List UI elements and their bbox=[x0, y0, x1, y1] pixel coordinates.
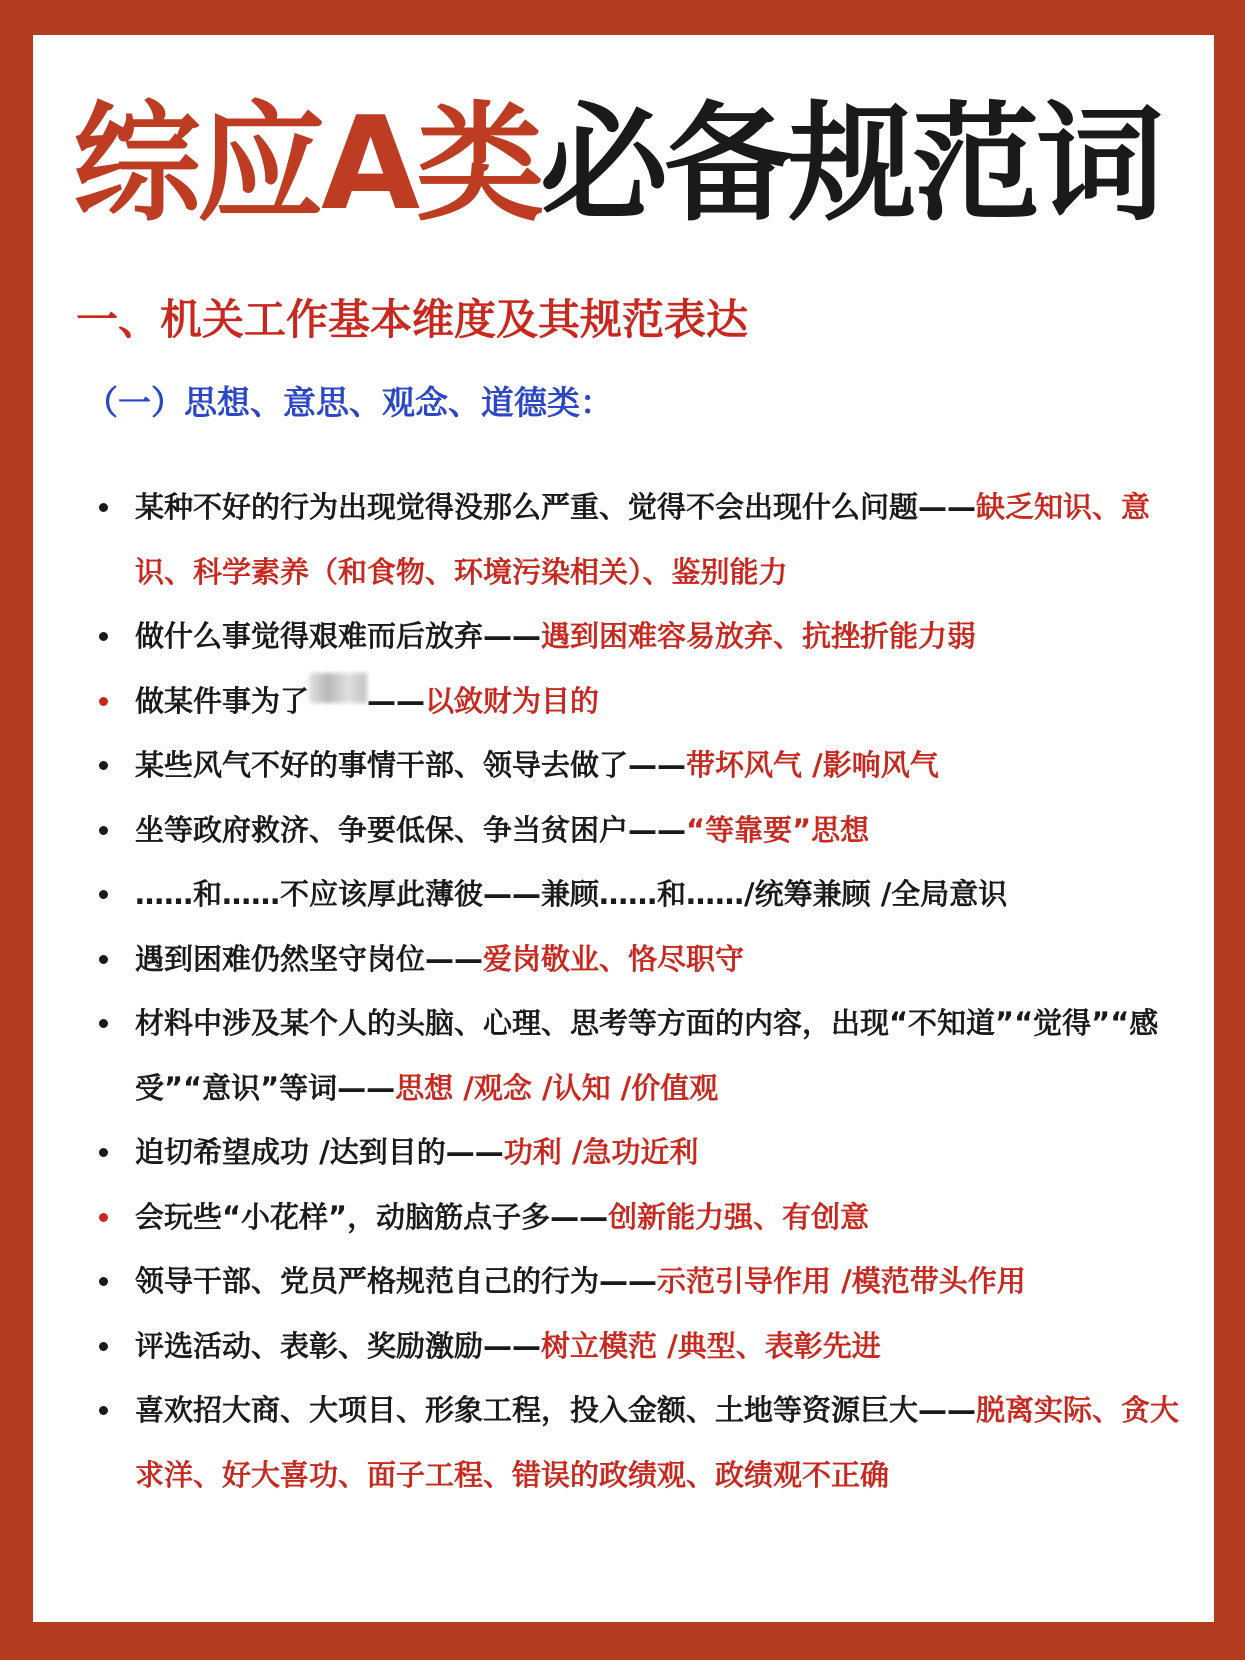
item-question: 材料中涉及某个人的头脑、心理、思考等方面的内容，出现“不知道”“觉得”“感受”“意识”等词—— bbox=[135, 1006, 1159, 1105]
item-question: 某种不好的行为出现觉得没那么严重、觉得不会出现什么问题—— bbox=[135, 490, 977, 524]
item-question: ……和……不应该厚此薄彼——兼顾……和……/统筹兼顾 /全局意识 bbox=[135, 877, 1008, 911]
item-answer: 功利 /急功近利 bbox=[503, 1135, 699, 1169]
item-question: 做什么事觉得艰难而后放弃—— bbox=[135, 619, 542, 653]
item-question: 领导干部、党员严格规范自己的行为—— bbox=[135, 1264, 658, 1298]
item-answer: “等靠要”思想 bbox=[686, 812, 870, 847]
item-question: 会玩些“小花样”，动脑筋点子多—— bbox=[135, 1199, 609, 1234]
list-item bbox=[93, 1314, 1203, 1379]
bullet-icon bbox=[99, 1342, 108, 1351]
item-answer: 示范引导作用 /模范带头作用 bbox=[657, 1264, 1026, 1298]
bullet-icon bbox=[99, 503, 108, 512]
list-item bbox=[93, 1185, 1203, 1250]
bullet-icon bbox=[99, 1148, 108, 1157]
item-answer: 遇到困难容易放弃、抗挫折能力弱 bbox=[541, 619, 977, 653]
item-answer: 带坏风气 /影响风气 bbox=[686, 748, 939, 782]
item-answer: 树立模范 /典型、表彰先进 bbox=[541, 1328, 881, 1363]
bullet-icon bbox=[99, 697, 108, 706]
bullet-icon bbox=[99, 1277, 108, 1286]
title-red-part: 综应A类 bbox=[73, 90, 541, 239]
list-item bbox=[93, 733, 1203, 798]
list-item bbox=[93, 927, 1203, 992]
sub-heading: （一）思想、意思、观念、道德类： bbox=[85, 383, 613, 422]
bullet-icon bbox=[99, 1019, 108, 1028]
item-answer: 思想 /观念 /认知 /价值观 bbox=[395, 1070, 719, 1105]
list-item bbox=[93, 798, 1203, 863]
item-question: 迫切希望成功 /达到目的—— bbox=[135, 1135, 504, 1169]
item-answer: 以敛财为目的 bbox=[425, 683, 600, 718]
item-question: 喜欢招大商、大项目、形象工程，投入金额、土地等资源巨大—— bbox=[135, 1393, 977, 1427]
content-card bbox=[33, 35, 1214, 1622]
list-item bbox=[93, 604, 1203, 669]
bullet-icon bbox=[99, 890, 108, 899]
list-item bbox=[93, 1120, 1203, 1185]
bullet-icon bbox=[99, 1213, 108, 1222]
item-answer: 脱离实际、贪大求洋、好大喜功、面子工程、错误的政绩观、政绩观不正确 bbox=[135, 1393, 1180, 1492]
item-question: 评选活动、表彰、奖励激励—— bbox=[135, 1328, 542, 1363]
term-list bbox=[93, 475, 1203, 1507]
bullet-icon bbox=[99, 1406, 108, 1415]
bullet-icon bbox=[99, 632, 108, 641]
list-item bbox=[93, 862, 1203, 927]
blurred-text bbox=[309, 673, 367, 703]
list-item bbox=[93, 991, 1203, 1120]
item-question: 某些风气不好的事情干部、领导去做了—— bbox=[135, 748, 687, 782]
list-item bbox=[93, 1249, 1203, 1314]
item-question: 坐等政府救济、争要低保、争当贫困户—— bbox=[135, 812, 687, 847]
item-answer: 缺乏知识、意识、科学素养（和食物、环境污染相关）、鉴别能力 bbox=[135, 490, 1151, 589]
title-black-part: 必备规范词 bbox=[540, 90, 1161, 239]
bullet-icon bbox=[99, 761, 108, 770]
item-question: 做某件事为了 bbox=[135, 683, 310, 718]
page-title bbox=[73, 90, 1160, 240]
bullet-icon bbox=[99, 826, 108, 835]
item-answer: 爱岗敬业、恪尽职守 bbox=[483, 941, 745, 976]
item-question-dash: —— bbox=[367, 683, 426, 718]
list-item bbox=[93, 669, 1203, 734]
item-question: 遇到困难仍然坚守岗位—— bbox=[135, 941, 484, 976]
section-heading: 一、机关工作基本维度及其规范表达 bbox=[76, 295, 749, 344]
bullet-icon bbox=[99, 955, 108, 964]
list-item bbox=[93, 475, 1203, 604]
item-answer: 创新能力强、有创意 bbox=[608, 1199, 870, 1234]
list-item bbox=[93, 1378, 1203, 1507]
